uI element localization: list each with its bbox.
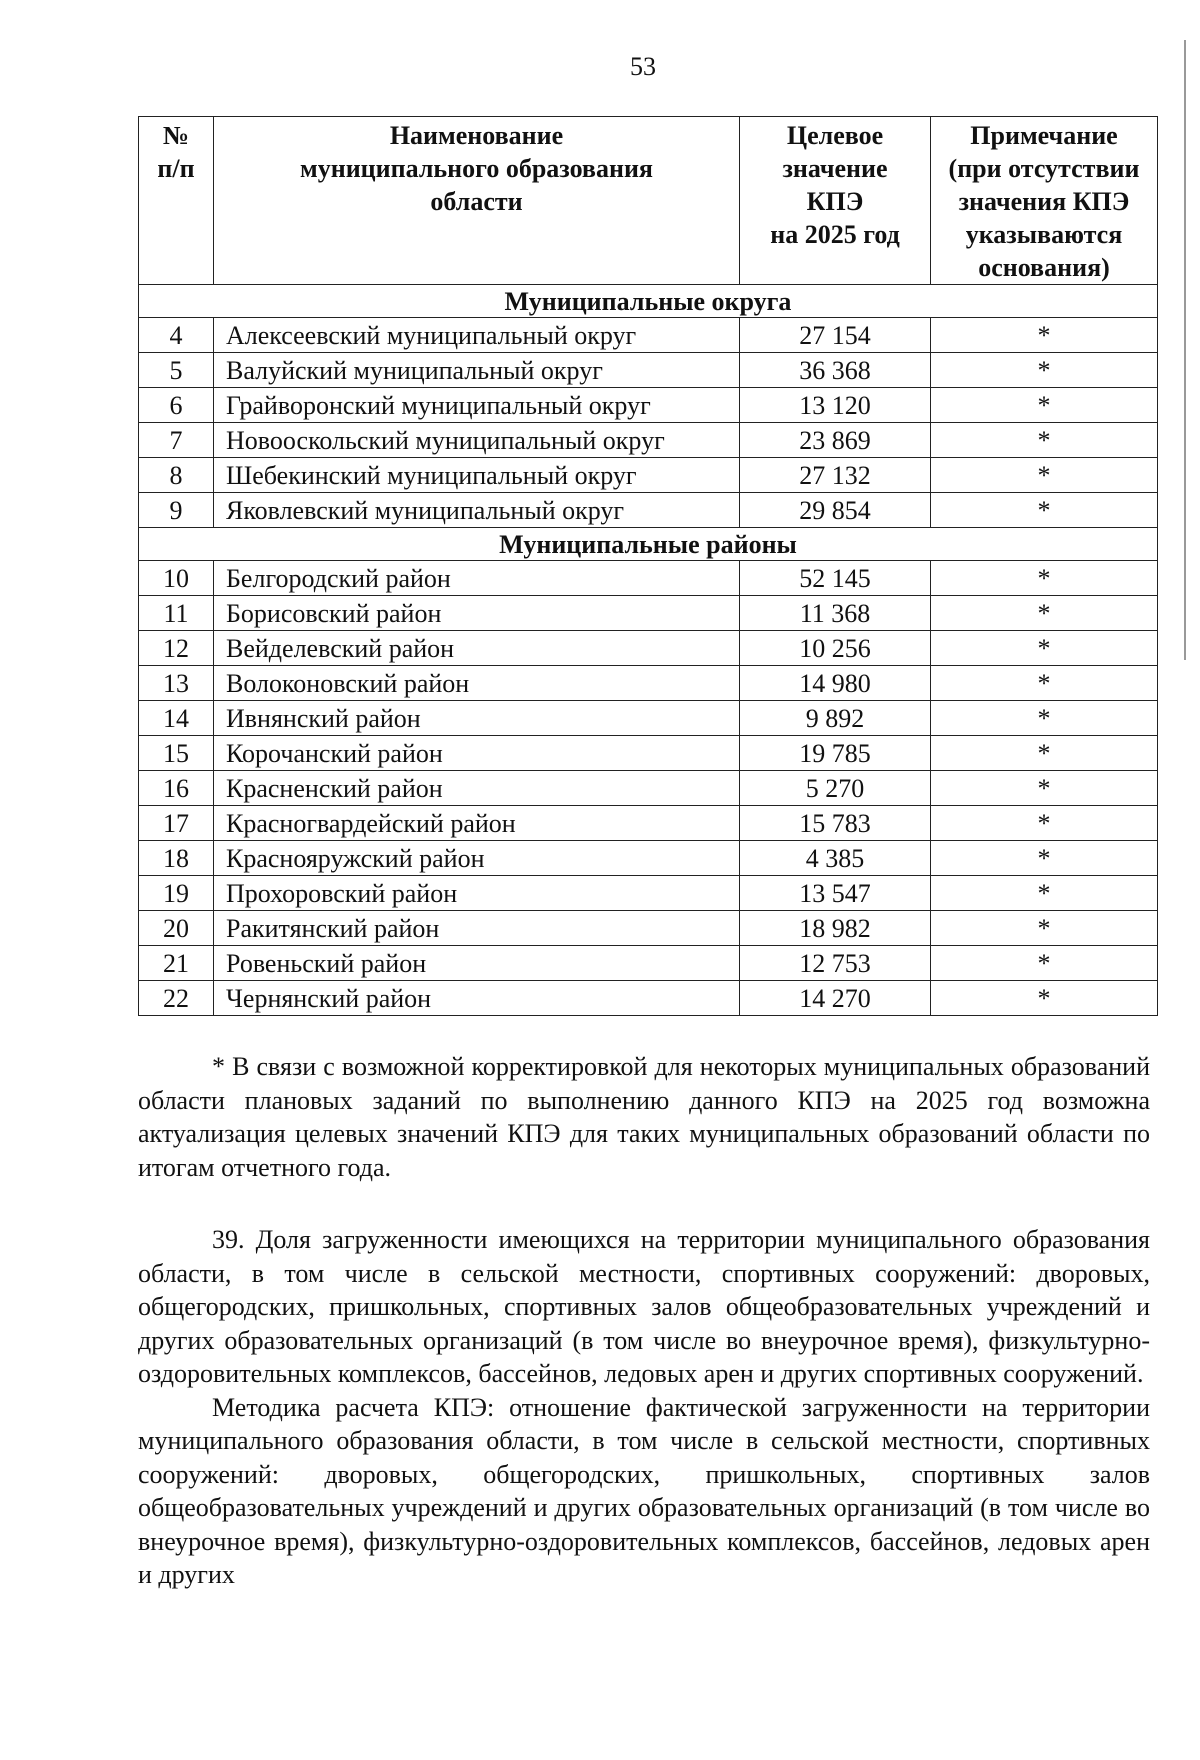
row-value: 29 854: [740, 493, 931, 528]
row-note: *: [931, 911, 1158, 946]
row-name: Вейделевский район: [214, 631, 740, 666]
row-value: 5 270: [740, 771, 931, 806]
row-note: *: [931, 493, 1158, 528]
row-value: 36 368: [740, 353, 931, 388]
row-name: Борисовский район: [214, 596, 740, 631]
row-note: *: [931, 806, 1158, 841]
row-note: *: [931, 841, 1158, 876]
header-name: Наименование муниципального образования области: [214, 117, 740, 285]
table-row: [139, 666, 1158, 701]
row-name: Красногвардейский район: [214, 806, 740, 841]
row-value: 52 145: [740, 561, 931, 596]
row-name: Яковлевский муниципальный округ: [214, 493, 740, 528]
table-row: [139, 946, 1158, 981]
row-note: *: [931, 423, 1158, 458]
row-number: 22: [139, 981, 214, 1016]
row-value: 13 547: [740, 876, 931, 911]
row-name: Ивнянский район: [214, 701, 740, 736]
table-row: [139, 423, 1158, 458]
row-name: Волоконовский район: [214, 666, 740, 701]
table-header-row: [139, 117, 1158, 285]
row-note: *: [931, 771, 1158, 806]
row-number: 12: [139, 631, 214, 666]
header-num: № п/п: [139, 117, 214, 285]
row-number: 17: [139, 806, 214, 841]
row-number: 8: [139, 458, 214, 493]
row-value: 9 892: [740, 701, 931, 736]
row-value: 23 869: [740, 423, 931, 458]
row-note: *: [931, 318, 1158, 353]
row-number: 13: [139, 666, 214, 701]
row-number: 19: [139, 876, 214, 911]
table-row: [139, 353, 1158, 388]
table-row: [139, 631, 1158, 666]
row-value: 13 120: [740, 388, 931, 423]
row-value: 19 785: [740, 736, 931, 771]
row-note: *: [931, 631, 1158, 666]
footnote: * В связи с возможной корректировкой для некоторых муниципальных образований области плановых заданий по выполнению данного КПЭ на 2025 год возможна актуализация целевых значений КПЭ для таких муниципальных образований области по итогам отчетного года.: [138, 1052, 1150, 1182]
row-name: Прохоровский район: [214, 876, 740, 911]
row-value: 10 256: [740, 631, 931, 666]
table-row: [139, 736, 1158, 771]
row-name: Шебекинский муниципальный округ: [214, 458, 740, 493]
row-number: 20: [139, 911, 214, 946]
table-row: [139, 493, 1158, 528]
section-title: Муниципальные районы: [139, 528, 1158, 561]
row-number: 9: [139, 493, 214, 528]
header-note: Примечание (при отсутствии значения КПЭ указываются основания): [931, 117, 1158, 285]
row-number: 11: [139, 596, 214, 631]
row-value: 14 980: [740, 666, 931, 701]
kpe-table: [138, 116, 1158, 1016]
row-name: Новооскольский муниципальный округ: [214, 423, 740, 458]
row-value: 4 385: [740, 841, 931, 876]
row-value: 27 154: [740, 318, 931, 353]
section-title: Муниципальные округа: [139, 285, 1158, 318]
row-note: *: [931, 981, 1158, 1016]
row-note: *: [931, 876, 1158, 911]
row-note: *: [931, 458, 1158, 493]
row-value: 11 368: [740, 596, 931, 631]
row-note: *: [931, 701, 1158, 736]
row-number: 6: [139, 388, 214, 423]
scan-edge-line: [1184, 40, 1186, 660]
table-row: [139, 771, 1158, 806]
row-value: 15 783: [740, 806, 931, 841]
table-row: [139, 806, 1158, 841]
row-name: Красненский район: [214, 771, 740, 806]
row-note: *: [931, 666, 1158, 701]
row-name: Ракитянский район: [214, 911, 740, 946]
row-note: *: [931, 388, 1158, 423]
section-row: [139, 285, 1158, 318]
table-row: [139, 981, 1158, 1016]
table-row: [139, 596, 1158, 631]
row-number: 5: [139, 353, 214, 388]
indicator-39: [138, 1223, 1150, 1592]
table-row: [139, 561, 1158, 596]
section-row: [139, 528, 1158, 561]
table-row: [139, 388, 1158, 423]
row-number: 21: [139, 946, 214, 981]
row-name: Алексеевский муниципальный округ: [214, 318, 740, 353]
row-note: *: [931, 736, 1158, 771]
row-number: 10: [139, 561, 214, 596]
row-number: 4: [139, 318, 214, 353]
paragraph-39: 39. Доля загруженности имеющихся на территории муниципального образования области, в том числе в сельской местности, спортивных сооружений: дворовых, общегородских, пришкольных, спортивных залов общеобразовательных учреждений и других образовательных организаций (в том числе во внеурочное время), физкультурно-оздоровительных комплексов, бассейнов, ледовых арен и других спортивных сооружений.: [138, 1225, 1150, 1388]
row-name: Валуйский муниципальный округ: [214, 353, 740, 388]
table-row: [139, 458, 1158, 493]
row-name: Чернянский район: [214, 981, 740, 1016]
row-name: Корочанский район: [214, 736, 740, 771]
table-row: [139, 318, 1158, 353]
page-number: 53: [630, 52, 656, 81]
row-number: 7: [139, 423, 214, 458]
row-note: *: [931, 561, 1158, 596]
row-note: *: [931, 353, 1158, 388]
row-note: *: [931, 946, 1158, 981]
row-number: 15: [139, 736, 214, 771]
row-name: Краснояружский район: [214, 841, 740, 876]
table-row: [139, 876, 1158, 911]
row-number: 14: [139, 701, 214, 736]
row-value: 18 982: [740, 911, 931, 946]
row-number: 16: [139, 771, 214, 806]
header-target: Целевое значение КПЭ на 2025 год: [740, 117, 931, 285]
row-value: 14 270: [740, 981, 931, 1016]
row-value: 27 132: [740, 458, 931, 493]
paragraph-method: Методика расчета КПЭ: отношение фактической загруженности на территории муниципального образования области, в том числе в сельской местности, спортивных сооружений: дворовых, общегородских, пришкольных, спортивных залов общеобразовательных учреждений и других образовательных организаций (в том числе во внеурочное время), физкультурно-оздоровительных комплексов, бассейнов, ледовых арен и других: [138, 1392, 1150, 1589]
row-name: Ровеньский район: [214, 946, 740, 981]
row-number: 18: [139, 841, 214, 876]
table-row: [139, 701, 1158, 736]
row-name: Грайворонский муниципальный округ: [214, 388, 740, 423]
table-row: [139, 841, 1158, 876]
row-note: *: [931, 596, 1158, 631]
table-row: [139, 911, 1158, 946]
row-value: 12 753: [740, 946, 931, 981]
row-name: Белгородский район: [214, 561, 740, 596]
